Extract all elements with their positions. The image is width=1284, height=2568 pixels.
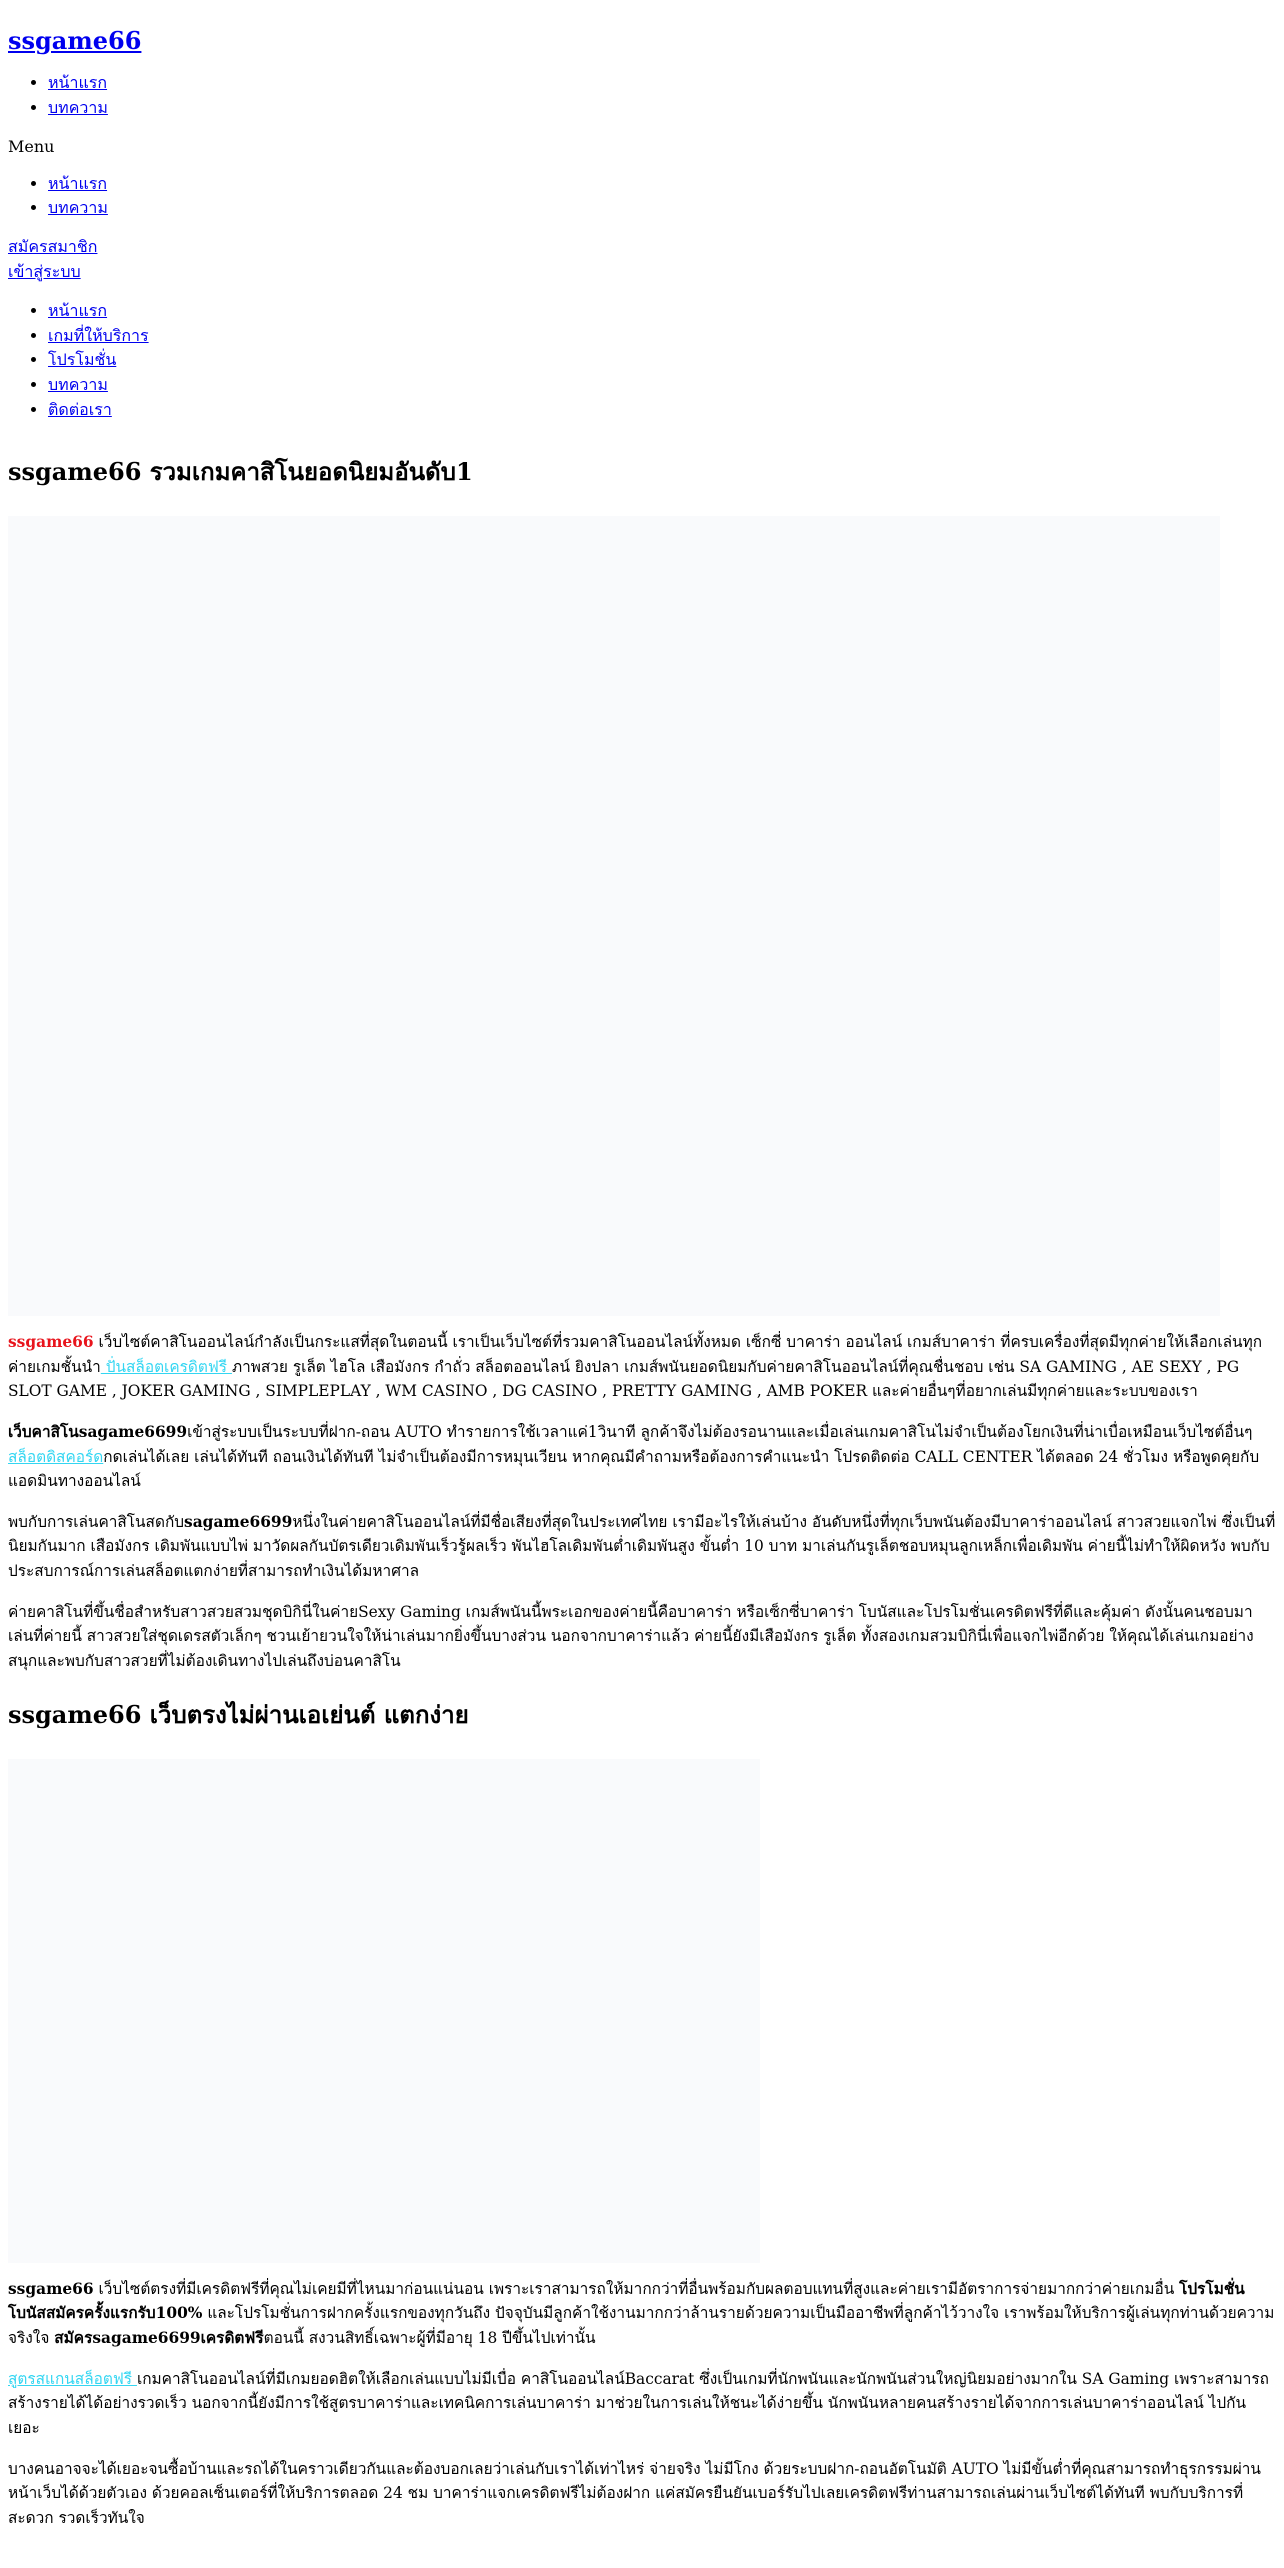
text: หนึ่งในค่ายคาสิโนออนไลน์ที่มีชื่อเสียงที่สุดในประเทศไทย เรามีอะไรให้เล่นบ้าง อันดับหนึ่งที่ทุกเว็บพนันต้องมีบาคาร่าออนไลน์ สาวสวยแจกไพ่ ซึ่งเป็นที่นิยมกันมาก เสือมังกร เดิมพันแบบไพ่ มาวัดผลกันบัตรเดียวเดิมพันเร็วรู้ผลเร็ว พันไฮโลเดิมพันต่ำเดิมพันสูง ขั้นต่ำ 10 บาท มาเล่นกันรูเล็ตชอบหมุนลูกเหล็กเพื่อเดิมพัน ค่ายนี้ไม่ทำให้ผิดหวัง พบกับประสบการณ์การเล่นสล็อตแตกง่ายที่สามารถทำเงินได้มหาศาล (8, 1512, 1276, 1581)
section2-paragraph-3: บางคนอาจจะได้เยอะจนซื้อบ้านและรถได้ในคราวเดียวกันและต้องบอกเลยว่าเล่นกับเราได้เท่าไหร่ จ่ายจริง ไม่มีโกง ด้วยระบบฝาก-ถอนอัตโนมัติ AUTO ไม่มีขั้นต่ำที่คุณสามารถทำธุรกรรมผ่านหน้าเว็บได้ด้วยตัวเอง ด้วยคอลเซ็นเตอร์ที่ให้บริการตลอด 24 ชม บาคาร่าแจกเครดิตฟรีไม่ต้องฝาก แค่สมัครยืนยันเบอร์รับไปเลยเครดิตฟรีท่านสามารถเล่นผ่านเว็บไซต์ได้ทันที พบกับบริการที่สะดวก รวดเร็วทันใจ (8, 2459, 1261, 2527)
main-nav-item-games (48, 324, 1276, 349)
main-nav (8, 299, 1276, 423)
main-nav-item-promotions (48, 348, 1276, 373)
menu-toggle[interactable]: Menu (8, 136, 55, 156)
top-nav-item-home (48, 71, 1276, 96)
text: เว็บไซต์คาสิโนออนไลน์กำลังเป็นกระแสที่สุดในตอนนี้ เราเป็นเว็บไซต์ที่รวมคาสิโนออนไลน์ทั้งหมด เซ็กซี่ บาคาร่า ออนไลน์ เกมส์บาคาร่า ที่ครบเครื่องที่สุดมีทุกค่ายให้เลือกเล่นทุกค่ายเกมชั้นนำ (8, 1332, 1263, 1376)
section2-image (8, 1759, 760, 2263)
top-nav (8, 71, 1276, 121)
bold-text: เว็บคาสิโนsagame6699 (8, 1422, 188, 1441)
main-nav-link-games[interactable]: เกมที่ให้บริการ (48, 325, 149, 345)
section1-paragraph-4: ค่ายคาสิโนที่ขึ้นชื่อสำหรับสาวสวยสวมชุดบิกินี่ในค่ายSexy Gaming เกมส์พนันนี้พระเอกของค่ายนี้คือบาคาร่า หรือเซ็กซี่บาคาร่า โบนัสและโปรโมชั่นเครดิตฟรีที่ดีและคุ้มค่า ดังนั้นคนชอบมาเล่นที่ค่ายนี้ สาวสวยใส่ชุดเดรสตัวเล็กๆ ชวนเย้ายวนใจให้น่าเล่นมากยิ่งขึ้นบางส่วน นอกจากบาคาร่าแล้ว ค่ายนี้ยังมีเสือมังกร รูเล็ต ทั้งสองเกมสวมบิกินี่เพื่อแจกไพ่อีกด้วย ให้คุณได้เล่นเกมอย่างสนุกและพบกับสาวสวยที่ไม่ต้องเดินทางไปเล่นถึงบ่อนคาสิโน (8, 1602, 1254, 1670)
register-link[interactable]: สมัครสมาชิก (8, 237, 98, 257)
main-nav-link-home[interactable]: หน้าแรก (48, 300, 108, 320)
menu-nav-item-home (48, 172, 1276, 197)
text: พบกับการเล่นคาสิโนสดกับ (8, 1512, 185, 1531)
top-nav-link-articles[interactable]: บทความ (48, 97, 108, 117)
brand-bold: ssgame66 (8, 2279, 94, 2298)
menu-nav (8, 172, 1276, 222)
bold-text: sagame6699 (184, 1512, 293, 1531)
main-nav-link-promotions[interactable]: โปรโมชั่น (48, 350, 117, 370)
main-nav-item-contact (48, 398, 1276, 423)
section2-paragraph-2 (8, 2367, 1276, 2441)
main-nav-item-articles (48, 373, 1276, 398)
menu-nav-link-articles[interactable]: บทความ (48, 198, 108, 218)
section2-heading: ssgame66 เว็บตรงไม่ผ่านเอเย่นต์ แตกง่าย (8, 1699, 469, 1729)
text: ภาพสวย รูเล็ต ไฮโล เสือมังกร กำถั่ว สล็อตออนไลน์ ยิงปลา เกมส์พนันยอดนิยมกับค่ายคาสิโนออนไลน์ที่คุณชื่นชอบ เช่น SA GAMING , AE SEXY , PG SLOT GAME , JOKER GAMING , SIMPLEPLAY , WM CASINO , DG CASINO , PRETTY GAMING , AMB POKER และค่ายอื่นๆที่อยากเล่นมีทุกค่ายและระบบของเรา (8, 1357, 1240, 1401)
section1-paragraph-2 (8, 1420, 1276, 1494)
text: กดเล่นได้เลย เล่นได้ทันที ถอนเงินได้ทันที ไม่จำเป็นต้องมีการหมุนเวียน หากคุณมีคำถามหรือต้องการคำแนะนำ โปรดติดต่อ CALL CENTER ได้ตลอด 24 ชั่วโมง หรือพูดคุยกับแอดมินทางออนไลน์ (8, 1447, 1260, 1491)
text: และโปรโมชั่นการฝากครั้งแรกของทุกวันถึง ปัจจุบันมีลูกค้าใช้งานมากกว่าล้านรายด้วยความเป็นมืออาชีพที่ลูกค้าไว้วางใจ เราพร้อมให้บริการผู้เล่นทุกท่านด้วยความจริงใจ (8, 2304, 1275, 2348)
text: เข้าสู่ระบบเป็นระบบที่ฝาก-ถอน AUTO ทำรายการใช้เวลาแค่1วินาที ลูกค้าจึงไม่ต้องรอนานและเมื่อเล่นเกมคาสิโนไม่จำเป็นต้องโยกเงินที่น่าเบื่อเหมือนเว็บไซต์อื่นๆ (187, 1422, 1253, 1441)
auth-links (8, 235, 1276, 285)
menu-nav-item-articles (48, 196, 1276, 221)
text: ตอนนี้ สงวนสิทธิ์เฉพาะผู้ที่มีอายุ 18 ปีขึ้นไปเท่านั้น (263, 2329, 596, 2348)
bold-text: โปรโมชั่นโบนัสสมัครครั้งแรกรับ100% (8, 2279, 1245, 2323)
menu-nav-link-home[interactable]: หน้าแรก (48, 173, 108, 193)
login-link[interactable]: เข้าสู่ระบบ (8, 261, 81, 281)
bold-text: สมัครsagame6699เครดิตฟรี (54, 2329, 264, 2348)
hero-image (8, 516, 1220, 1316)
section1-paragraph-3 (8, 1510, 1276, 1584)
top-nav-item-articles (48, 96, 1276, 121)
free-slot-scan-formula-link[interactable]: สูตรสแกนสล็อตฟรี (8, 2369, 137, 2388)
brand-highlight: ssgame66 (8, 1332, 94, 1351)
section1-heading: ssgame66 รวมเกมคาสิโนยอดนิยมอันดับ1 (8, 456, 473, 486)
site-title (8, 22, 1276, 59)
site-title-link[interactable]: ssgame66 (8, 26, 142, 55)
main-nav-link-contact[interactable]: ติดต่อเรา (48, 399, 112, 419)
main-nav-link-articles[interactable]: บทความ (48, 375, 108, 395)
text: เว็บไซต์ตรงที่มีเครดิตฟรีที่คุณไม่เคยมีที่ไหนมาก่อนแน่นอน เพราะเราสามารถให้มากกว่าที่อื่นพร้อมกับผลตอบแทนที่สูงและค่ายเรามีอัตราการจ่ายมากกว่าค่ายเกมอื่น (93, 2279, 1180, 2298)
slot-discord-link[interactable]: สล็อตดิสคอร์ด (8, 1447, 104, 1466)
section1-paragraph-1 (8, 1330, 1276, 1404)
top-nav-link-home[interactable]: หน้าแรก (48, 73, 108, 93)
section2-paragraph-1 (8, 2277, 1276, 2351)
main-nav-item-home (48, 299, 1276, 324)
text: เกมคาสิโนออนไลน์ที่มีเกมยอดฮิตให้เลือกเล่นแบบไม่มีเบื่อ คาสิโนออนไลน์Baccarat ซึ่งเป็นเกมที่นักพนันและนักพนันส่วนใหญ่นิยมอย่างมากใน SA Gaming เพราะสามารถสร้างรายได้ได้อย่างรวดเร็ว นอกจากนี้ยังมีการใช้สูตรบาคาร่าและเทคนิคการเล่นบาคาร่า มาช่วยในการเล่นให้ชนะได้ง่ายขึ้น นักพนันหลายคนสร้างรายได้จากการเล่นบาคาร่าออนไลน์ ไปกันเยอะ (8, 2369, 1269, 2438)
free-credit-slot-link[interactable]: ปั่นสล็อตเครดิตฟรี (100, 1357, 232, 1376)
